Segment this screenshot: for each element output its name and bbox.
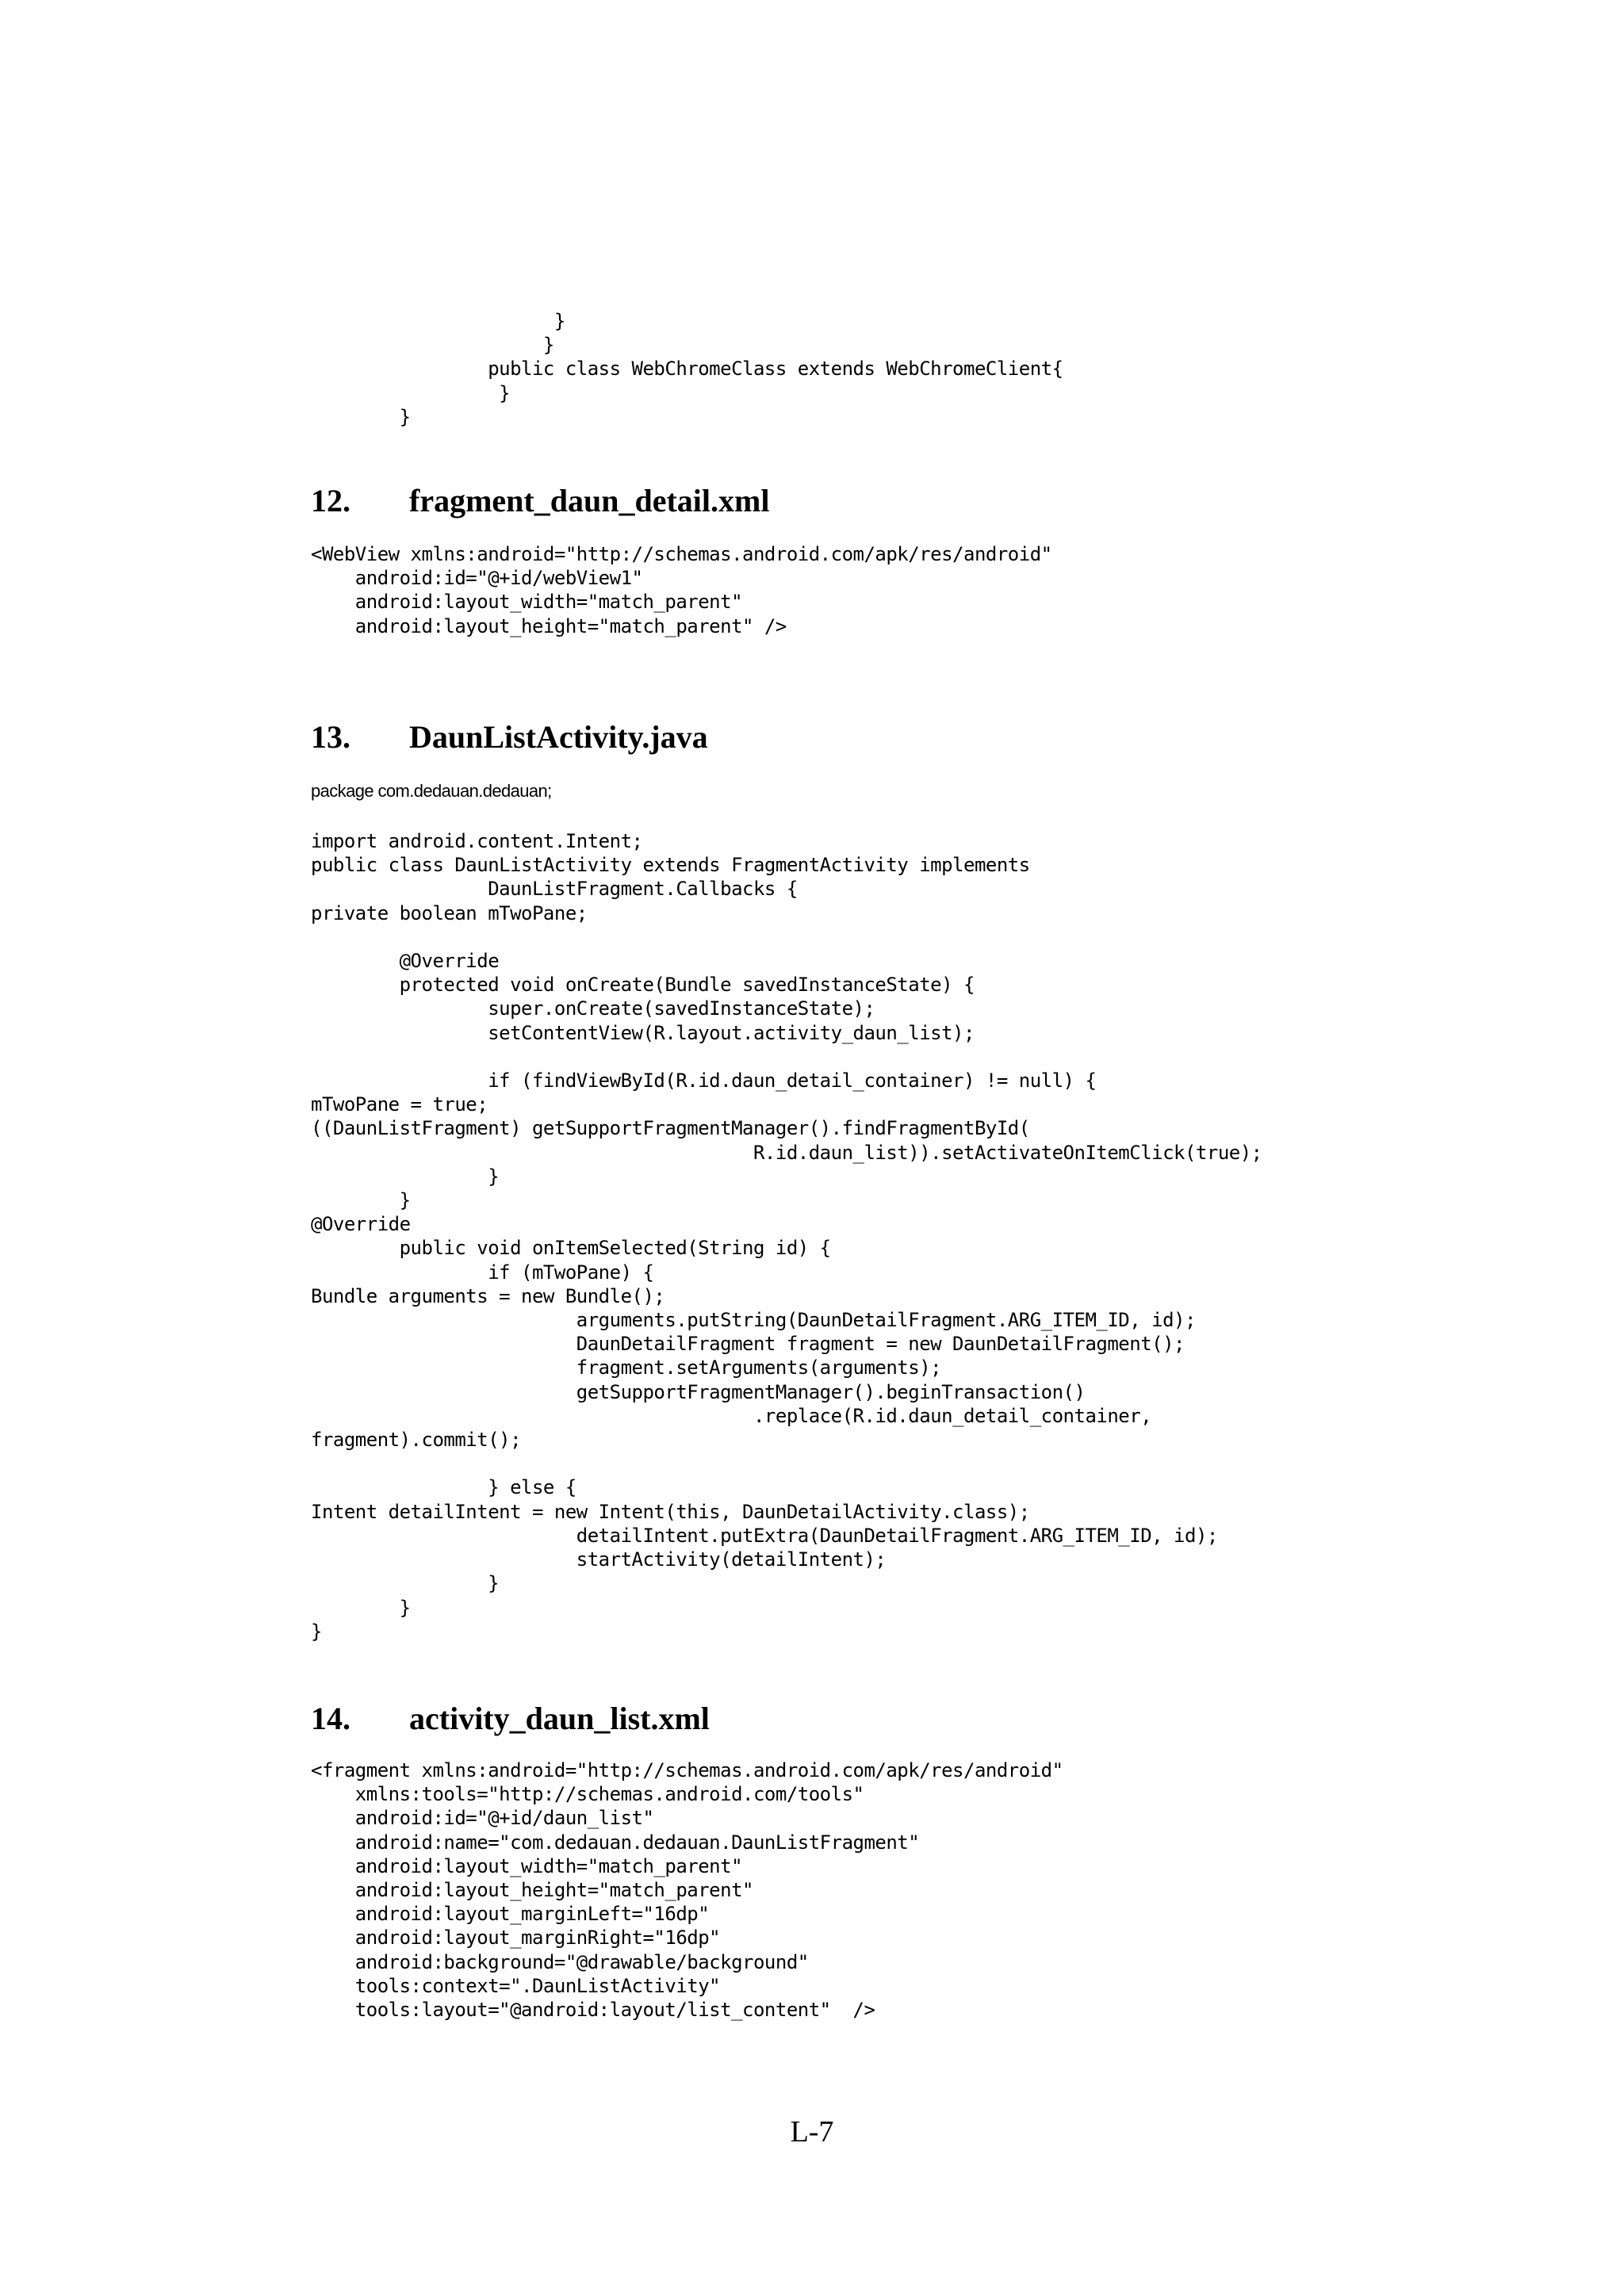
code-line: fragment).commit(); — [311, 1429, 522, 1452]
code-block-activity-daun-list — [311, 1758, 1063, 2022]
code-line: Bundle arguments = new Bundle(); — [311, 1284, 665, 1307]
code-line: protected void onCreate(Bundle savedInstanceState) { — [311, 974, 975, 997]
code-line: fragment.setArguments(arguments); — [311, 1357, 942, 1380]
code-line: xmlns:tools="http://schemas.android.com/tools" — [311, 1783, 864, 1806]
section-heading-14 — [311, 1700, 710, 1738]
code-line: R.id.daun_list)).setActivateOnItemClick(true); — [311, 1141, 1262, 1164]
page-number: L-7 — [790, 2115, 834, 2149]
code-block-fragment-daun-detail — [311, 542, 1052, 638]
code-line: startActivity(detailIntent); — [311, 1548, 887, 1571]
code-line — [311, 925, 1262, 949]
code-line: android:layout_width="match_parent" — [311, 591, 743, 614]
code-line: public void onItemSelected(String id) { — [311, 1237, 831, 1260]
code-line: arguments.putString(DaunDetailFragment.ARG_ITEM_ID, id); — [311, 1309, 1196, 1332]
code-line: @Override — [311, 950, 500, 973]
code-line: if (findViewById(R.id.daun_detail_container) != null) { — [311, 1070, 1097, 1093]
code-line: android:name="com.dedauan.dedauan.DaunListFragment" — [311, 1831, 920, 1854]
code-line: <WebView xmlns:android="http://schemas.android.com/apk/res/android" — [311, 543, 1052, 565]
code-line: .replace(R.id.daun_detail_container, — [311, 1404, 1152, 1427]
code-line: android:id="@+id/daun_list" — [311, 1807, 654, 1830]
code-line: } — [311, 1572, 500, 1595]
code-line: ((DaunListFragment) getSupportFragmentManager().findFragmentById( — [311, 1117, 1030, 1140]
code-line: } — [311, 334, 554, 357]
code-line: tools:context=".DaunListActivity" — [311, 1974, 721, 1997]
code-line: } else { — [311, 1476, 576, 1499]
code-line: setContentView(R.layout.activity_daun_list); — [311, 1021, 975, 1044]
code-line: } — [311, 310, 565, 332]
code-line: public class WebChromeClass extends WebChromeClient{ — [311, 358, 1063, 381]
code-line: } — [311, 1189, 411, 1212]
code-block-daun-list-activity — [311, 829, 1262, 1644]
code-line: } — [311, 405, 411, 428]
section-title: fragment_daun_detail.xml — [409, 483, 770, 519]
code-line — [311, 1452, 1262, 1475]
code-line: DaunDetailFragment fragment = new DaunDetailFragment(); — [311, 1333, 1185, 1356]
code-line: } — [311, 381, 511, 404]
section-number: 13. — [311, 719, 350, 755]
section-heading-12 — [311, 482, 769, 520]
code-line: getSupportFragmentManager().beginTransaction() — [311, 1380, 1086, 1403]
code-line: android:layout_marginLeft="16dp" — [311, 1903, 710, 1926]
code-line: if (mTwoPane) { — [311, 1261, 654, 1284]
code-line: android:id="@+id/webView1" — [311, 567, 643, 590]
code-line: android:layout_marginRight="16dp" — [311, 1927, 721, 1950]
code-line: tools:layout="@android:layout/list_content" /> — [311, 1999, 875, 2022]
code-line: super.onCreate(savedInstanceState); — [311, 997, 875, 1020]
code-line: } — [311, 1620, 322, 1643]
section-heading-13 — [311, 718, 708, 756]
section-title: DaunListActivity.java — [409, 719, 708, 755]
code-line: } — [311, 1596, 411, 1619]
code-line: DaunListFragment.Callbacks { — [311, 878, 798, 901]
code-line: android:layout_width="match_parent" — [311, 1854, 743, 1877]
package-line: package com.dedauan.dedauan; — [311, 781, 552, 801]
code-line: } — [311, 1165, 500, 1188]
section-number: 12. — [311, 483, 350, 519]
code-line: Intent detailIntent = new Intent(this, DaunDetailActivity.class); — [311, 1500, 1030, 1523]
code-line: @Override — [311, 1213, 411, 1236]
code-line — [311, 1045, 1262, 1069]
code-line: private boolean mTwoPane; — [311, 901, 588, 924]
code-line: android:layout_height="match_parent" — [311, 1879, 753, 1902]
section-number: 14. — [311, 1701, 350, 1736]
code-line: detailIntent.putExtra(DaunDetailFragment.ARG_ITEM_ID, id); — [311, 1524, 1218, 1547]
code-line: public class DaunListActivity extends FragmentActivity implements — [311, 854, 1030, 877]
code-line: <fragment xmlns:android="http://schemas.android.com/apk/res/android" — [311, 1759, 1063, 1781]
code-line: import android.content.Intent; — [311, 830, 643, 852]
code-line: mTwoPane = true; — [311, 1093, 488, 1116]
code-line: android:background="@drawable/background" — [311, 1950, 809, 1973]
section-title: activity_daun_list.xml — [409, 1701, 710, 1736]
code-line: android:layout_height="match_parent" /> — [311, 614, 787, 637]
code-block-top — [311, 309, 1063, 429]
